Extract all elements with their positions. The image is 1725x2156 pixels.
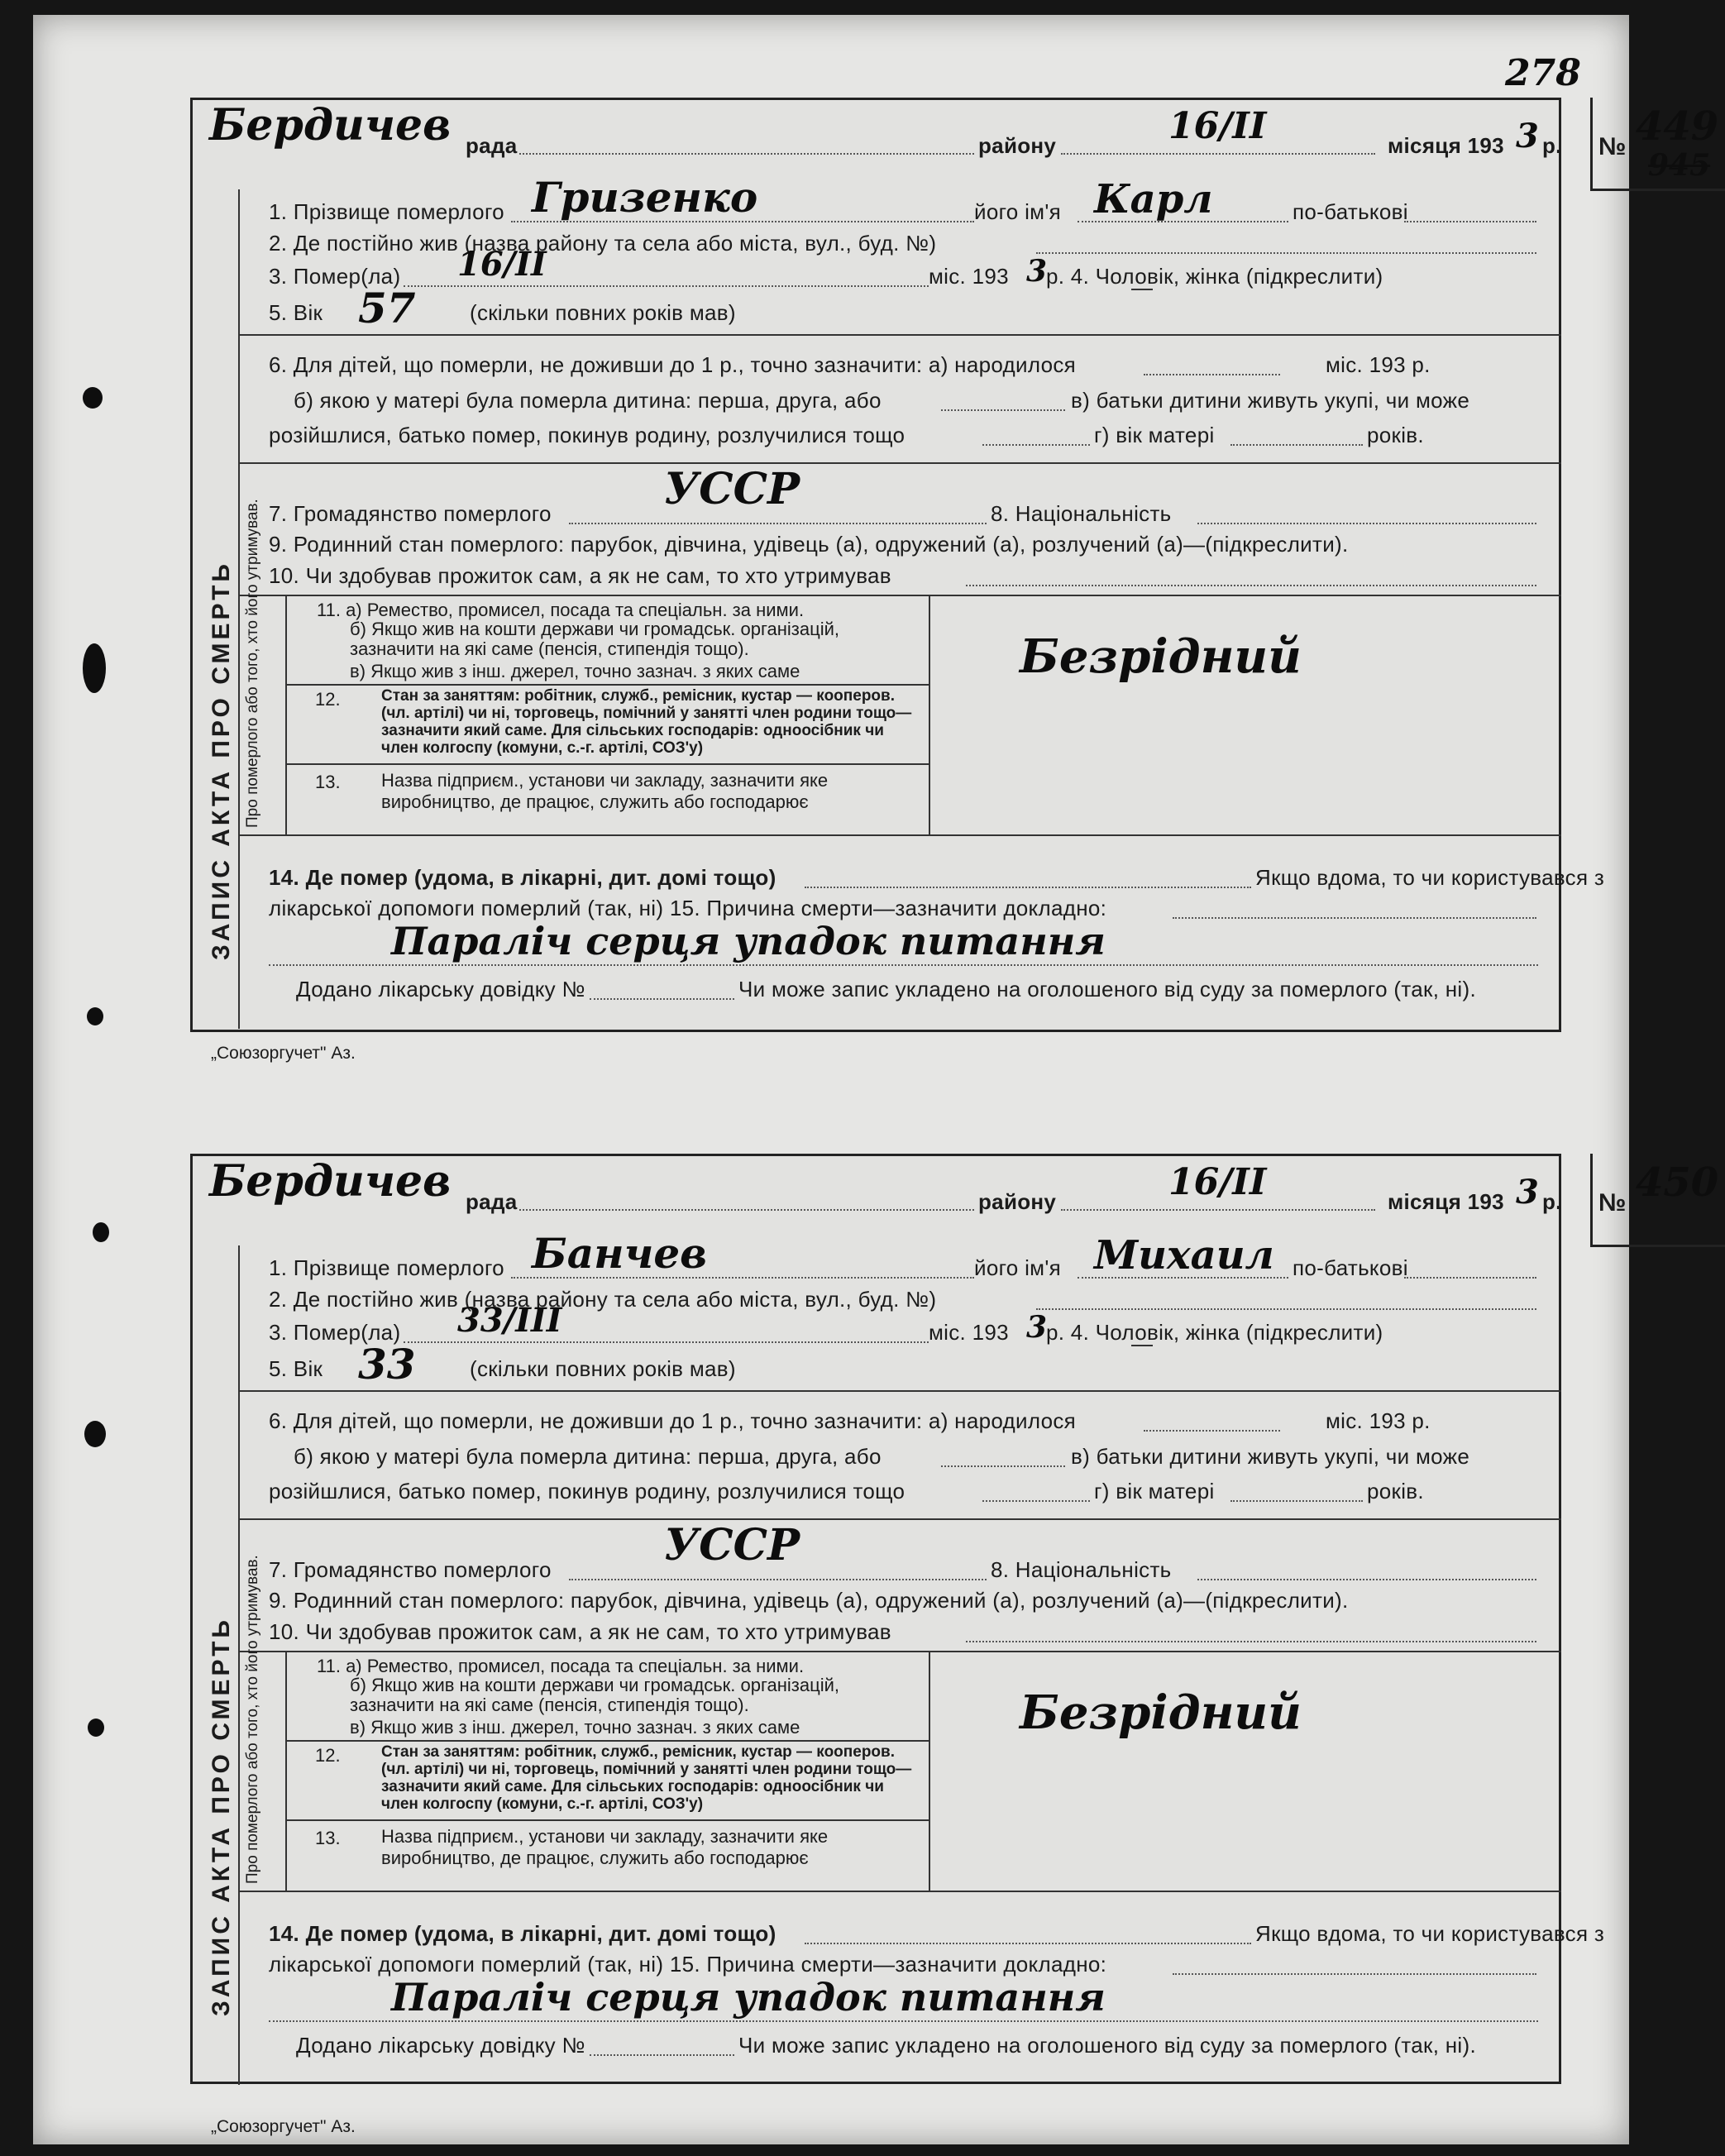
citizenship-label: 7. Громадянство померлого bbox=[269, 501, 552, 526]
row-divider bbox=[238, 834, 1561, 836]
residence-label: 2. Де постійно жив (назва району та села або міста, вул., буд. №) bbox=[269, 1287, 937, 1312]
punch-hole bbox=[87, 1007, 103, 1025]
death-month-label: міс. 193 bbox=[929, 1320, 1009, 1345]
rayon-fill-line bbox=[1061, 1209, 1375, 1211]
child-month-label: міс. 193 р. bbox=[1326, 352, 1431, 377]
death-date-line bbox=[404, 1341, 929, 1343]
court-label: Чи може запис укладено на оголошеного від суду за померлого (так, ні). bbox=[738, 977, 1476, 1002]
rayon-label: району bbox=[978, 133, 1057, 158]
age-hint: (скільки повних років мав) bbox=[470, 300, 736, 325]
struck-record-number: 945 bbox=[1648, 148, 1711, 183]
handwritten-age: 33 bbox=[358, 1340, 416, 1389]
handwritten-record-number: 449 bbox=[1636, 103, 1719, 150]
certificate-label: Додано лікарську довідку № bbox=[296, 977, 585, 1002]
marital-status-label: 9. Родинний стан померлого: парубок, дівчина, удівець (а), одружений (а), розлучений (а)—(підкреслити). bbox=[269, 1588, 1349, 1613]
row-divider bbox=[238, 1518, 1561, 1520]
place-of-death-label: 14. Де помер (удома, в лікарні, дит. домі тощо) bbox=[269, 865, 776, 890]
age-label: 5. Вік bbox=[269, 300, 323, 325]
occupation-a-label: 11. а) Ремество, промисел, посада та спеціальн. за ними. bbox=[317, 1656, 805, 1676]
name-label: його ім'я bbox=[974, 199, 1061, 224]
parents-status-line bbox=[982, 444, 1090, 446]
child-order-label: б) якою у матері була померла дитина: перша, друга, або bbox=[294, 1444, 882, 1469]
name-line bbox=[1078, 221, 1288, 222]
row-divider bbox=[238, 1390, 1561, 1392]
corner-number: 278 bbox=[1505, 52, 1581, 94]
r-label: р. bbox=[1542, 1189, 1562, 1214]
child-order-label: б) якою у матері була померла дитина: перша, друга, або bbox=[294, 388, 882, 413]
handwritten-name: Карл bbox=[1094, 176, 1213, 222]
month-label: місяця 193 bbox=[1388, 133, 1504, 158]
enterprise-label: Назва підприєм., установи чи закладу, зазначити яке виробництво, де працює, служить або господарює bbox=[381, 1826, 829, 1868]
row-divider bbox=[238, 595, 1561, 596]
occupation-divider bbox=[929, 595, 930, 834]
handwritten-death-year: 3 bbox=[1026, 254, 1048, 289]
at-home-label: Якщо вдома, то чи користувався з bbox=[1255, 865, 1605, 890]
place-of-death-label: 14. Де помер (удома, в лікарні, дит. домі тощо) bbox=[269, 1921, 776, 1946]
mother-age-label: г) вік матері bbox=[1094, 1479, 1215, 1503]
support-line bbox=[966, 585, 1536, 586]
handwritten-name: Михаил bbox=[1094, 1232, 1274, 1279]
handwritten-death-date: 16/II bbox=[457, 245, 547, 284]
number-label: № bbox=[1598, 1189, 1627, 1217]
at-home-label: Якщо вдома, то чи користувався з bbox=[1255, 1921, 1605, 1946]
row-divider bbox=[285, 763, 929, 765]
handwritten-surname: Гризенко bbox=[532, 173, 758, 222]
child-born-line bbox=[1144, 1430, 1280, 1432]
died-label: 3. Помер(ла) bbox=[269, 264, 401, 289]
section-title: ЗАПИС АКТА ПРО СМЕРТЬ bbox=[208, 561, 235, 960]
side-column-divider bbox=[238, 1245, 240, 2085]
rada-label: рада bbox=[466, 133, 518, 158]
patronymic-line bbox=[1404, 221, 1536, 222]
marital-status-label: 9. Родинний стан померлого: парубок, дівчина, удівець (а), одружений (а), розлучений (а)—(підкреслити). bbox=[269, 532, 1349, 557]
patronymic-label: по-батькові bbox=[1293, 1255, 1408, 1280]
handwritten-year-digit: 3 bbox=[1516, 1173, 1539, 1212]
handwritten-death-year: 3 bbox=[1026, 1310, 1048, 1345]
handwritten-day: 16/II bbox=[1168, 1161, 1267, 1203]
occupation-side-note: Про померлого або того, хто його утримував. bbox=[244, 499, 261, 828]
r-label: р. bbox=[1542, 133, 1562, 158]
handwritten-age: 57 bbox=[358, 284, 416, 332]
sex-label: р. 4. Чоловік, жінка (підкреслити) bbox=[1046, 1320, 1383, 1345]
parents-label: в) батьки дитини живуть укупі, чи може bbox=[1071, 1444, 1470, 1469]
residence-label: 2. Де постійно жив (назва району та села або міста, вул., буд. №) bbox=[269, 231, 937, 256]
child-month-label: міс. 193 р. bbox=[1326, 1408, 1431, 1433]
occupation-c-label: в) Якщо жив з інш. джерел, точно зазнач. з яких саме bbox=[350, 661, 800, 681]
punch-hole bbox=[88, 1719, 104, 1737]
handwritten-cause: Параліч серця упадок питання bbox=[391, 1975, 1106, 2020]
sex-underline bbox=[1131, 1345, 1153, 1346]
support-label: 10. Чи здобував прожиток сам, а як не сам, то хто утримував bbox=[269, 563, 891, 588]
punch-hole bbox=[84, 1421, 106, 1447]
nationality-line bbox=[1197, 523, 1536, 524]
cause-line bbox=[1173, 1973, 1536, 1975]
child-born-line bbox=[1144, 374, 1280, 375]
enterprise-number: 13. bbox=[315, 1828, 341, 1848]
death-record-form-2 bbox=[190, 1154, 1719, 2084]
cause-line bbox=[1173, 917, 1536, 919]
cause-line-2 bbox=[269, 2020, 1538, 2022]
handwritten-citizenship: УССР bbox=[664, 464, 800, 514]
rada-label: рада bbox=[466, 1189, 518, 1214]
child-order-line bbox=[941, 1465, 1065, 1467]
occupation-divider bbox=[929, 1651, 930, 1891]
surname-label: 1. Прізвище померлого bbox=[269, 1255, 504, 1280]
handwritten-record-number: 450 bbox=[1636, 1159, 1719, 1206]
child-born-label: 6. Для дітей, що померли, не доживши до 1 р., точно зазначити: а) народилося bbox=[269, 352, 1077, 377]
occupation-divider bbox=[285, 1651, 287, 1891]
cause-label: лікарської допомоги померлий (так, ні) 15. Причина смерти—зазначити докладно: bbox=[269, 1952, 1107, 1977]
handwritten-year-digit: 3 bbox=[1516, 117, 1539, 155]
sex-label: р. 4. Чоловік, жінка (підкреслити) bbox=[1046, 264, 1383, 289]
name-line bbox=[1078, 1277, 1288, 1279]
enterprise-number: 13. bbox=[315, 772, 341, 792]
rayon-label: району bbox=[978, 1189, 1057, 1214]
enterprise-label: Назва підприєм., установи чи закладу, зазначити яке виробництво, де працює, служить або господарює bbox=[381, 770, 829, 812]
citizenship-line bbox=[569, 1579, 987, 1580]
row-divider bbox=[238, 1891, 1561, 1892]
support-line bbox=[966, 1641, 1536, 1642]
child-born-label: 6. Для дітей, що померли, не доживши до 1 р., точно зазначити: а) народилося bbox=[269, 1408, 1077, 1433]
rada-fill-line bbox=[519, 1209, 974, 1211]
section-title: ЗАПИС АКТА ПРО СМЕРТЬ bbox=[208, 1617, 235, 2016]
nationality-line bbox=[1197, 1579, 1536, 1580]
age-label: 5. Вік bbox=[269, 1356, 323, 1381]
occupation-side-note: Про померлого або того, хто його утримував. bbox=[244, 1555, 261, 1884]
side-column-divider bbox=[238, 189, 240, 1029]
handwritten-cause: Параліч серця упадок питання bbox=[391, 919, 1106, 963]
rayon-fill-line bbox=[1061, 153, 1375, 155]
died-label: 3. Помер(ла) bbox=[269, 1320, 401, 1345]
handwritten-day: 16/II bbox=[1168, 105, 1267, 147]
residence-line bbox=[1036, 1308, 1536, 1310]
occupation-a-label: 11. а) Ремество, промисел, посада та спеціальн. за ними. bbox=[317, 600, 805, 620]
death-month-label: міс. 193 bbox=[929, 264, 1009, 289]
parents-label: в) батьки дитини живуть укупі, чи може bbox=[1071, 388, 1470, 413]
patronymic-label: по-батькові bbox=[1293, 199, 1408, 224]
patronymic-line bbox=[1404, 1277, 1536, 1279]
handwritten-rada: Бердичев bbox=[209, 1156, 452, 1207]
years-label: років. bbox=[1367, 1479, 1424, 1503]
occupation-divider bbox=[285, 595, 287, 834]
handwritten-occupation: Безрідний bbox=[1020, 1685, 1302, 1740]
punch-hole bbox=[93, 1222, 109, 1242]
row-divider bbox=[285, 684, 929, 686]
status-label: Стан за заняттям: робітник, служб., ремісник, кустар — кооперов. (чл. артілі) чи ні, торговець, помічний у занятті член родини тощо—зазначити який саме. Для сільських господарів: одноосібник чи член колгоспу (комуни, с.-г. артілі, СОЗ'у) bbox=[381, 687, 912, 757]
handwritten-surname: Банчев bbox=[532, 1229, 707, 1278]
occupation-b-label: б) Якщо жив на кошти держави чи громадськ. організацій, зазначити на які саме (пенсія, стипендія тощо). bbox=[350, 619, 840, 659]
handwritten-death-date: 33/III bbox=[457, 1301, 562, 1340]
parents-status-label: розійшлися, батько помер, покинув родину, розлучилися тощо bbox=[269, 1479, 906, 1503]
row-divider bbox=[285, 1819, 929, 1821]
printer-footer: „Союзоргучет" Аз. bbox=[211, 2117, 356, 2136]
name-label: його ім'я bbox=[974, 1255, 1061, 1280]
status-number: 12. bbox=[315, 1745, 341, 1766]
certificate-label: Додано лікарську довідку № bbox=[296, 2033, 585, 2058]
occupation-c-label: в) Якщо жив з інш. джерел, точно зазнач. з яких саме bbox=[350, 1717, 800, 1738]
parents-status-line bbox=[982, 1500, 1090, 1502]
certificate-line bbox=[590, 998, 734, 1000]
nationality-label: 8. Національність bbox=[991, 1557, 1172, 1582]
sex-underline bbox=[1131, 289, 1153, 290]
cause-label: лікарської допомоги померлий (так, ні) 15. Причина смерти—зазначити докладно: bbox=[269, 896, 1107, 920]
citizenship-line bbox=[569, 523, 987, 524]
occupation-b-label: б) Якщо жив на кошти держави чи громадськ. організацій, зазначити на які саме (пенсія, стипендія тощо). bbox=[350, 1675, 840, 1715]
support-label: 10. Чи здобував прожиток сам, а як не сам, то хто утримував bbox=[269, 1619, 891, 1644]
handwritten-occupation: Безрідний bbox=[1020, 629, 1302, 684]
rada-fill-line bbox=[519, 153, 974, 155]
place-of-death-line bbox=[805, 1943, 1251, 1944]
month-label: місяця 193 bbox=[1388, 1189, 1504, 1214]
punch-hole bbox=[83, 387, 103, 409]
surname-label: 1. Прізвище померлого bbox=[269, 199, 504, 224]
death-record-form-1 bbox=[190, 98, 1719, 1032]
handwritten-rada: Бердичев bbox=[209, 100, 452, 151]
age-hint: (скільки повних років мав) bbox=[470, 1356, 736, 1381]
child-order-line bbox=[941, 409, 1065, 411]
death-date-line bbox=[404, 285, 929, 287]
mother-age-line bbox=[1230, 1500, 1363, 1502]
number-label: № bbox=[1598, 133, 1627, 160]
court-label: Чи може запис укладено на оголошеного від суду за померлого (так, ні). bbox=[738, 2033, 1476, 2058]
row-divider bbox=[238, 462, 1561, 464]
status-number: 12. bbox=[315, 689, 341, 710]
punch-hole bbox=[83, 643, 106, 693]
row-divider bbox=[238, 334, 1561, 336]
mother-age-label: г) вік матері bbox=[1094, 423, 1215, 447]
row-divider bbox=[238, 1651, 1561, 1652]
row-divider bbox=[285, 1740, 929, 1742]
status-label: Стан за заняттям: робітник, служб., ремісник, кустар — кооперов. (чл. артілі) чи ні, торговець, помічний у занятті член родини тощо—зазначити який саме. Для сільських господарів: одноосібник чи член колгоспу (комуни, с.-г. артілі, СОЗ'у) bbox=[381, 1743, 912, 1813]
place-of-death-line bbox=[805, 887, 1251, 888]
mother-age-line bbox=[1230, 444, 1363, 446]
residence-line bbox=[1036, 252, 1536, 254]
years-label: років. bbox=[1367, 423, 1424, 447]
handwritten-citizenship: УССР bbox=[664, 1520, 800, 1570]
cause-line-2 bbox=[269, 964, 1538, 966]
nationality-label: 8. Національність bbox=[991, 501, 1172, 526]
certificate-line bbox=[590, 2054, 734, 2056]
printer-footer: „Союзоргучет" Аз. bbox=[211, 1044, 356, 1063]
parents-status-label: розійшлися, батько помер, покинув родину, розлучилися тощо bbox=[269, 423, 906, 447]
citizenship-label: 7. Громадянство померлого bbox=[269, 1557, 552, 1582]
